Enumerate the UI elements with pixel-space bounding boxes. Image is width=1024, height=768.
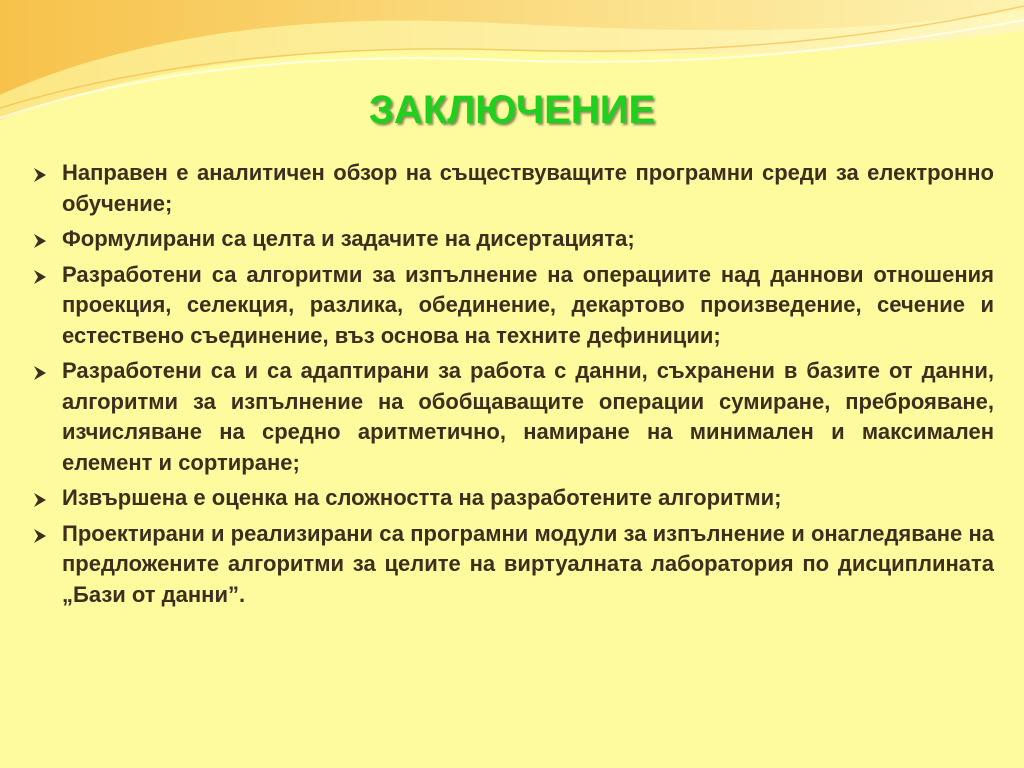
list-item	[28, 158, 994, 219]
bullet-text: Проектирани и реализирани са програмни модули за изпълнение и онагледяване на предложените алгоритми за целите на виртуалната лаборатория по дисциплината „Бази от данни”.	[62, 520, 994, 607]
arrowhead-bullet-icon	[28, 519, 62, 549]
bullet-text: Разработени са и са адаптирани за работа с данни, съхранени в базите от данни, алгоритми за изпълнение на обобщаващите операции сумиране, преброяване, изчисляване на средно аритметично, намиране на минимален и максимален елемент и сортиране;	[62, 358, 994, 475]
list-item	[28, 356, 994, 478]
list-item	[28, 483, 994, 514]
list-item	[28, 224, 994, 255]
arrowhead-bullet-icon	[28, 158, 62, 188]
bullet-text: Извършена е оценка на сложността на разработените алгоритми;	[62, 485, 782, 510]
bullet-text: Формулирани са целта и задачите на дисертацията;	[62, 226, 635, 251]
bullet-text: Разработени са алгоритми за изпълнение на операциите над даннови отношения проекция, селекция, разлика, обединение, декартово произведение, сечение и естествено съединение, въз основа на техните дефиниции;	[62, 261, 994, 348]
list-item	[28, 260, 994, 352]
list-item	[28, 519, 994, 611]
arrowhead-bullet-icon	[28, 260, 62, 290]
bullet-text: Направен е аналитичен обзор на съществуващите програмни среди за електронно обучение;	[62, 160, 994, 216]
arrowhead-bullet-icon	[28, 483, 62, 513]
arrowhead-bullet-icon	[28, 356, 62, 386]
conclusion-bullet-list	[28, 158, 994, 615]
arrowhead-bullet-icon	[28, 224, 62, 254]
slide-title: ЗАКЛЮЧЕНИЕ	[368, 88, 656, 132]
